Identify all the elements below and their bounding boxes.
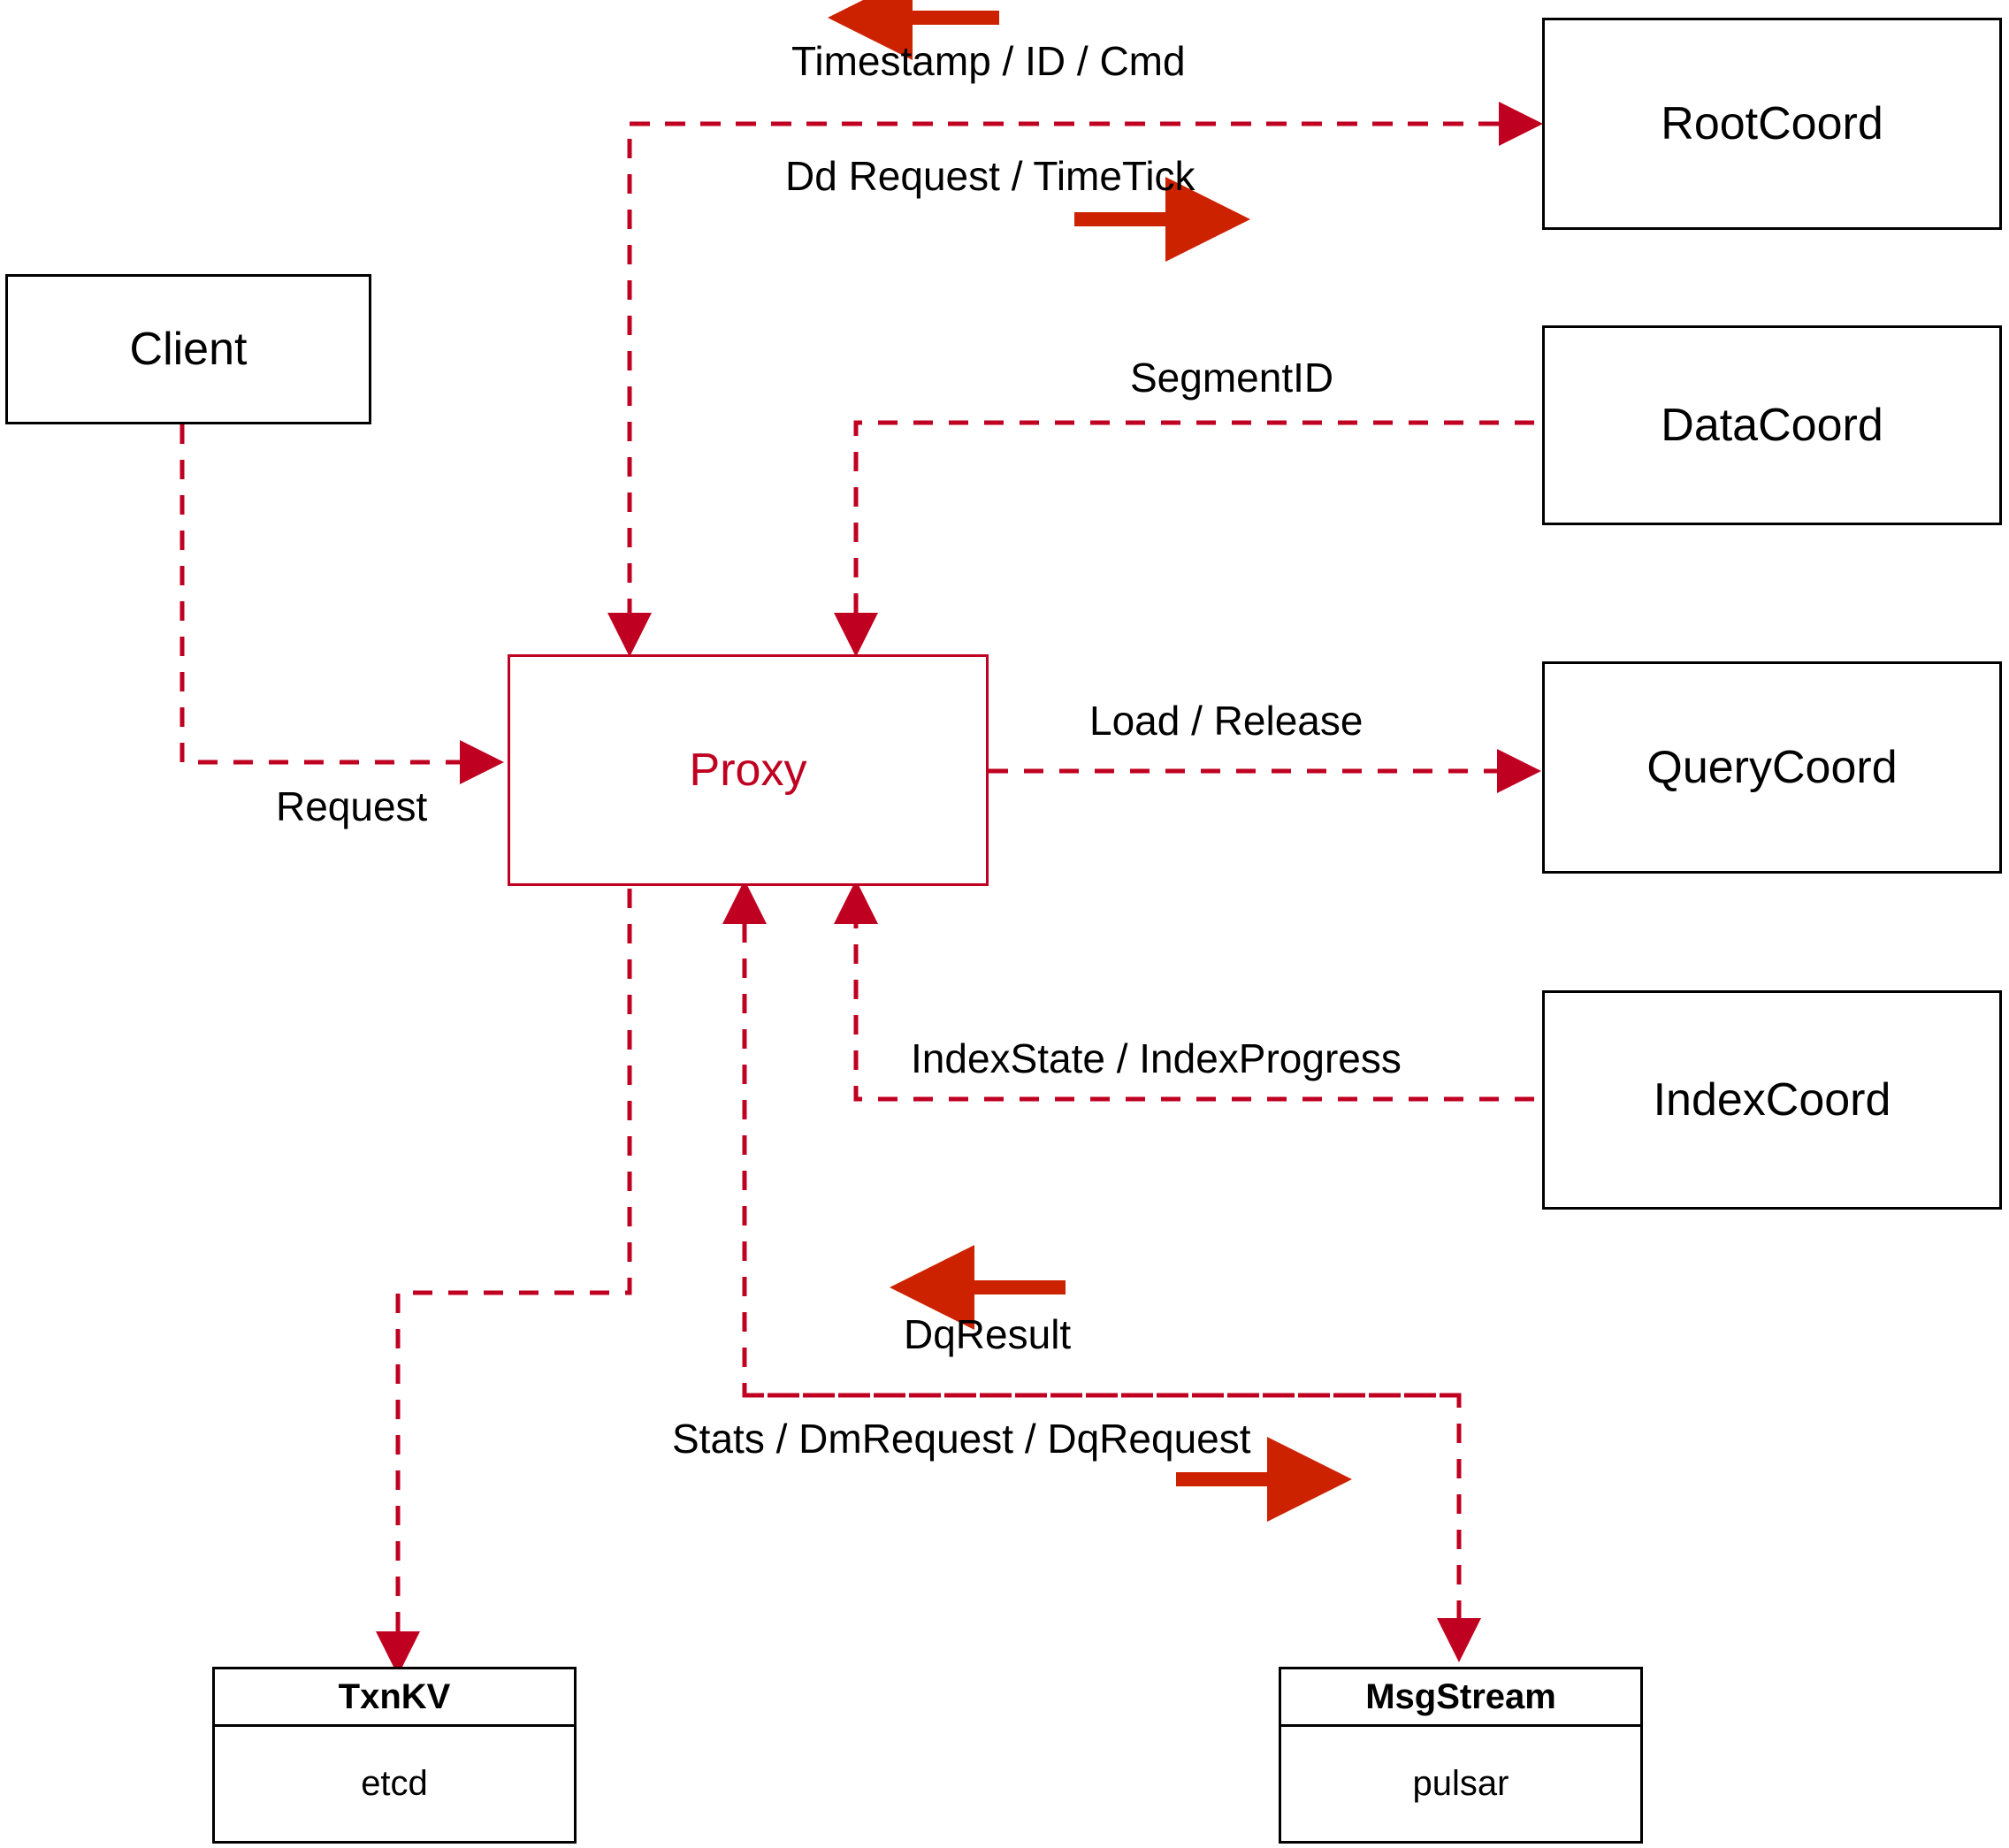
node-querycoord-label: QueryCoord	[1646, 742, 1898, 793]
wire-proxy-txnkv	[398, 889, 630, 1667]
edge-label-dd-request-timetick: Dd Request / TimeTick	[785, 153, 1195, 199]
node-datacoord-label: DataCoord	[1661, 400, 1883, 451]
node-indexcoord-label: IndexCoord	[1653, 1074, 1891, 1126]
edge-label-timestamp-id-cmd: Timestamp / ID / Cmd	[791, 38, 1186, 84]
edge-label-stats-dmrequest-dqrequest: Stats / DmRequest / DqRequest	[672, 1416, 1251, 1462]
node-proxy[interactable]	[508, 654, 989, 886]
edge-label-dqresult: DqResult	[904, 1311, 1072, 1357]
wire-client-request	[182, 424, 495, 762]
wire-msgstream-proxy	[745, 889, 1459, 1395]
store-msgstream[interactable]	[1279, 1667, 1643, 1844]
node-datacoord[interactable]	[1542, 325, 2002, 525]
node-client[interactable]	[5, 274, 371, 424]
store-txnkv-title: TxnKV	[215, 1669, 574, 1727]
store-msgstream-body: pulsar	[1412, 1764, 1509, 1803]
store-txnkv-body: etcd	[361, 1764, 428, 1803]
node-indexcoord[interactable]	[1542, 990, 2002, 1210]
node-rootcoord-label: RootCoord	[1661, 98, 1883, 149]
edge-label-indexstate-indexprogress: IndexState / IndexProgress	[911, 1035, 1402, 1081]
edge-label-segmentid: SegmentID	[1130, 355, 1334, 401]
wire-rootcoord-down	[630, 124, 1534, 648]
store-txnkv[interactable]	[212, 1667, 577, 1844]
wire-datacoord-proxy	[856, 423, 1534, 648]
edge-label-request: Request	[276, 783, 428, 829]
node-proxy-label: Proxy	[689, 745, 807, 796]
store-msgstream-title: MsgStream	[1281, 1669, 1640, 1727]
node-querycoord[interactable]	[1542, 661, 2002, 874]
edge-label-load-release: Load / Release	[1089, 698, 1364, 744]
node-rootcoord[interactable]	[1542, 18, 2002, 230]
node-client-label: Client	[129, 324, 248, 375]
